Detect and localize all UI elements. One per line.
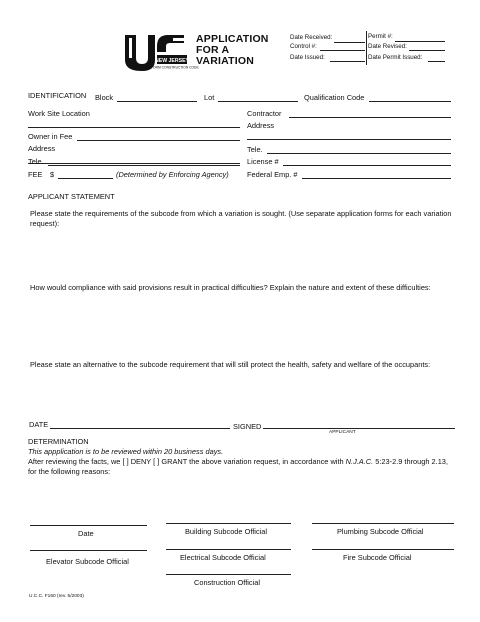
tele-left-field[interactable]: [48, 165, 240, 166]
determination-text-before: After reviewing the facts, we [ ] DENY [ ] GRANT the above variation request, in accordance with: [28, 457, 346, 466]
owner-address-label: Address: [28, 144, 56, 153]
construction-official-label: Construction Official: [194, 578, 260, 587]
applicant-statement-heading: APPLICANT STATEMENT: [28, 192, 115, 201]
date-label: DATE: [29, 420, 49, 429]
question-alternative: Please state an alternative to the subcode requirement that will still protect the health, safety and welfare of the occupants:: [30, 360, 431, 369]
office-use-divider: [366, 31, 367, 65]
determination-statement: [28, 457, 453, 477]
qualification-code-label: Qualification Code: [304, 93, 365, 102]
fee-note: (Determined by Enforcing Agency): [116, 170, 229, 179]
date-issued-field[interactable]: [330, 61, 365, 62]
applicant-caption: APPLICANT: [329, 430, 356, 435]
block-field[interactable]: [117, 101, 197, 102]
date-permit-issued-label: Date Permit Issued:: [368, 54, 423, 61]
owner-address-field[interactable]: [28, 163, 240, 164]
fee-field[interactable]: [58, 178, 113, 179]
work-site-location-label: Work Site Location: [28, 109, 90, 118]
date-issued-label: Date Issued:: [290, 54, 325, 61]
date-permit-issued-field[interactable]: [428, 61, 445, 62]
contractor-label: Contractor: [247, 109, 282, 118]
contractor-field[interactable]: [289, 117, 451, 118]
determination-heading: DETERMINATION: [28, 437, 89, 446]
date-received-label: Date Received:: [290, 34, 333, 41]
identification-heading: IDENTIFICATION: [28, 91, 87, 100]
elevator-official-label: Elevator Subcode Official: [46, 557, 129, 566]
lot-label: Lot: [204, 93, 215, 102]
license-field[interactable]: [283, 165, 451, 166]
logo-subtitle-text: UNIFORM CONSTRUCTION CODE: [145, 65, 199, 70]
tele-right-field[interactable]: [267, 153, 451, 154]
date-official-label: Date: [78, 529, 94, 538]
date-revised-label: Date Revised:: [368, 43, 407, 50]
tele-right-label: Tele.: [247, 145, 263, 154]
date-revised-field[interactable]: [409, 50, 445, 51]
plumbing-official-label: Plumbing Subcode Official: [337, 527, 424, 536]
fire-official-label: Fire Subcode Official: [343, 553, 412, 562]
federal-emp-field[interactable]: [302, 178, 451, 179]
block-label: Block: [95, 93, 114, 102]
date-signature-line[interactable]: [30, 525, 147, 526]
ucc-logo: [124, 34, 199, 74]
form-title-line-2: FOR A: [196, 44, 230, 56]
logo-letter-c: [157, 35, 184, 52]
permit-number-label: Permit #:: [368, 33, 393, 40]
logo-state-text: NEW JERSEY: [154, 57, 190, 64]
form-title-line-1: APPLICATION: [196, 33, 269, 45]
contractor-address-label: Address: [247, 121, 275, 130]
question-practical-difficulties: How would compliance with said provisions result in practical difficulties? Explain the nature and extent of these difficulties:: [30, 283, 431, 292]
qualification-code-field[interactable]: [369, 101, 451, 102]
fee-label: FEE: [28, 170, 43, 179]
njac-citation: N.J.A.C.: [345, 457, 374, 466]
plumbing-official-signature-line[interactable]: [312, 523, 454, 524]
lot-field[interactable]: [218, 101, 298, 102]
permit-number-field[interactable]: [395, 41, 445, 42]
date-field[interactable]: [50, 428, 230, 429]
electrical-official-label: Electrical Subcode Official: [180, 553, 266, 562]
elevator-official-signature-line[interactable]: [30, 550, 147, 551]
contractor-address-field[interactable]: [247, 139, 451, 140]
building-official-label: Building Subcode Official: [185, 527, 268, 536]
fee-dollar-sign: $: [50, 170, 55, 179]
work-site-location-field[interactable]: [28, 127, 240, 128]
control-number-field[interactable]: [320, 50, 365, 51]
control-number-label: Control #:: [290, 43, 317, 50]
construction-official-signature-line[interactable]: [166, 574, 291, 575]
tele-left-label: Tele.: [28, 157, 44, 166]
form-title-line-3: VARIATION: [196, 55, 254, 67]
signed-label: SIGNED: [233, 422, 262, 431]
determination-text-after: 5:23-2.9 through 2.13, for the following reasons:: [28, 457, 448, 476]
question-subcode-requirements: Please state the requirements of the subcode from which a variation is sought. (Use separate application forms for each variation request):: [30, 209, 452, 228]
license-label: License #: [247, 157, 279, 166]
electrical-official-signature-line[interactable]: [166, 549, 291, 550]
signature-field[interactable]: [263, 428, 455, 429]
form-number: U.C.C. F160 (rev. 5/2003): [29, 594, 84, 599]
owner-in-fee-label: Owner in Fee: [28, 132, 73, 141]
fire-official-signature-line[interactable]: [312, 549, 454, 550]
date-received-field[interactable]: [334, 42, 365, 43]
building-official-signature-line[interactable]: [166, 523, 291, 524]
review-note: This appplication is to be reviewed within 20 business days.: [28, 447, 224, 456]
federal-emp-label: Federal Emp. #: [247, 170, 298, 179]
owner-in-fee-field[interactable]: [77, 140, 240, 141]
